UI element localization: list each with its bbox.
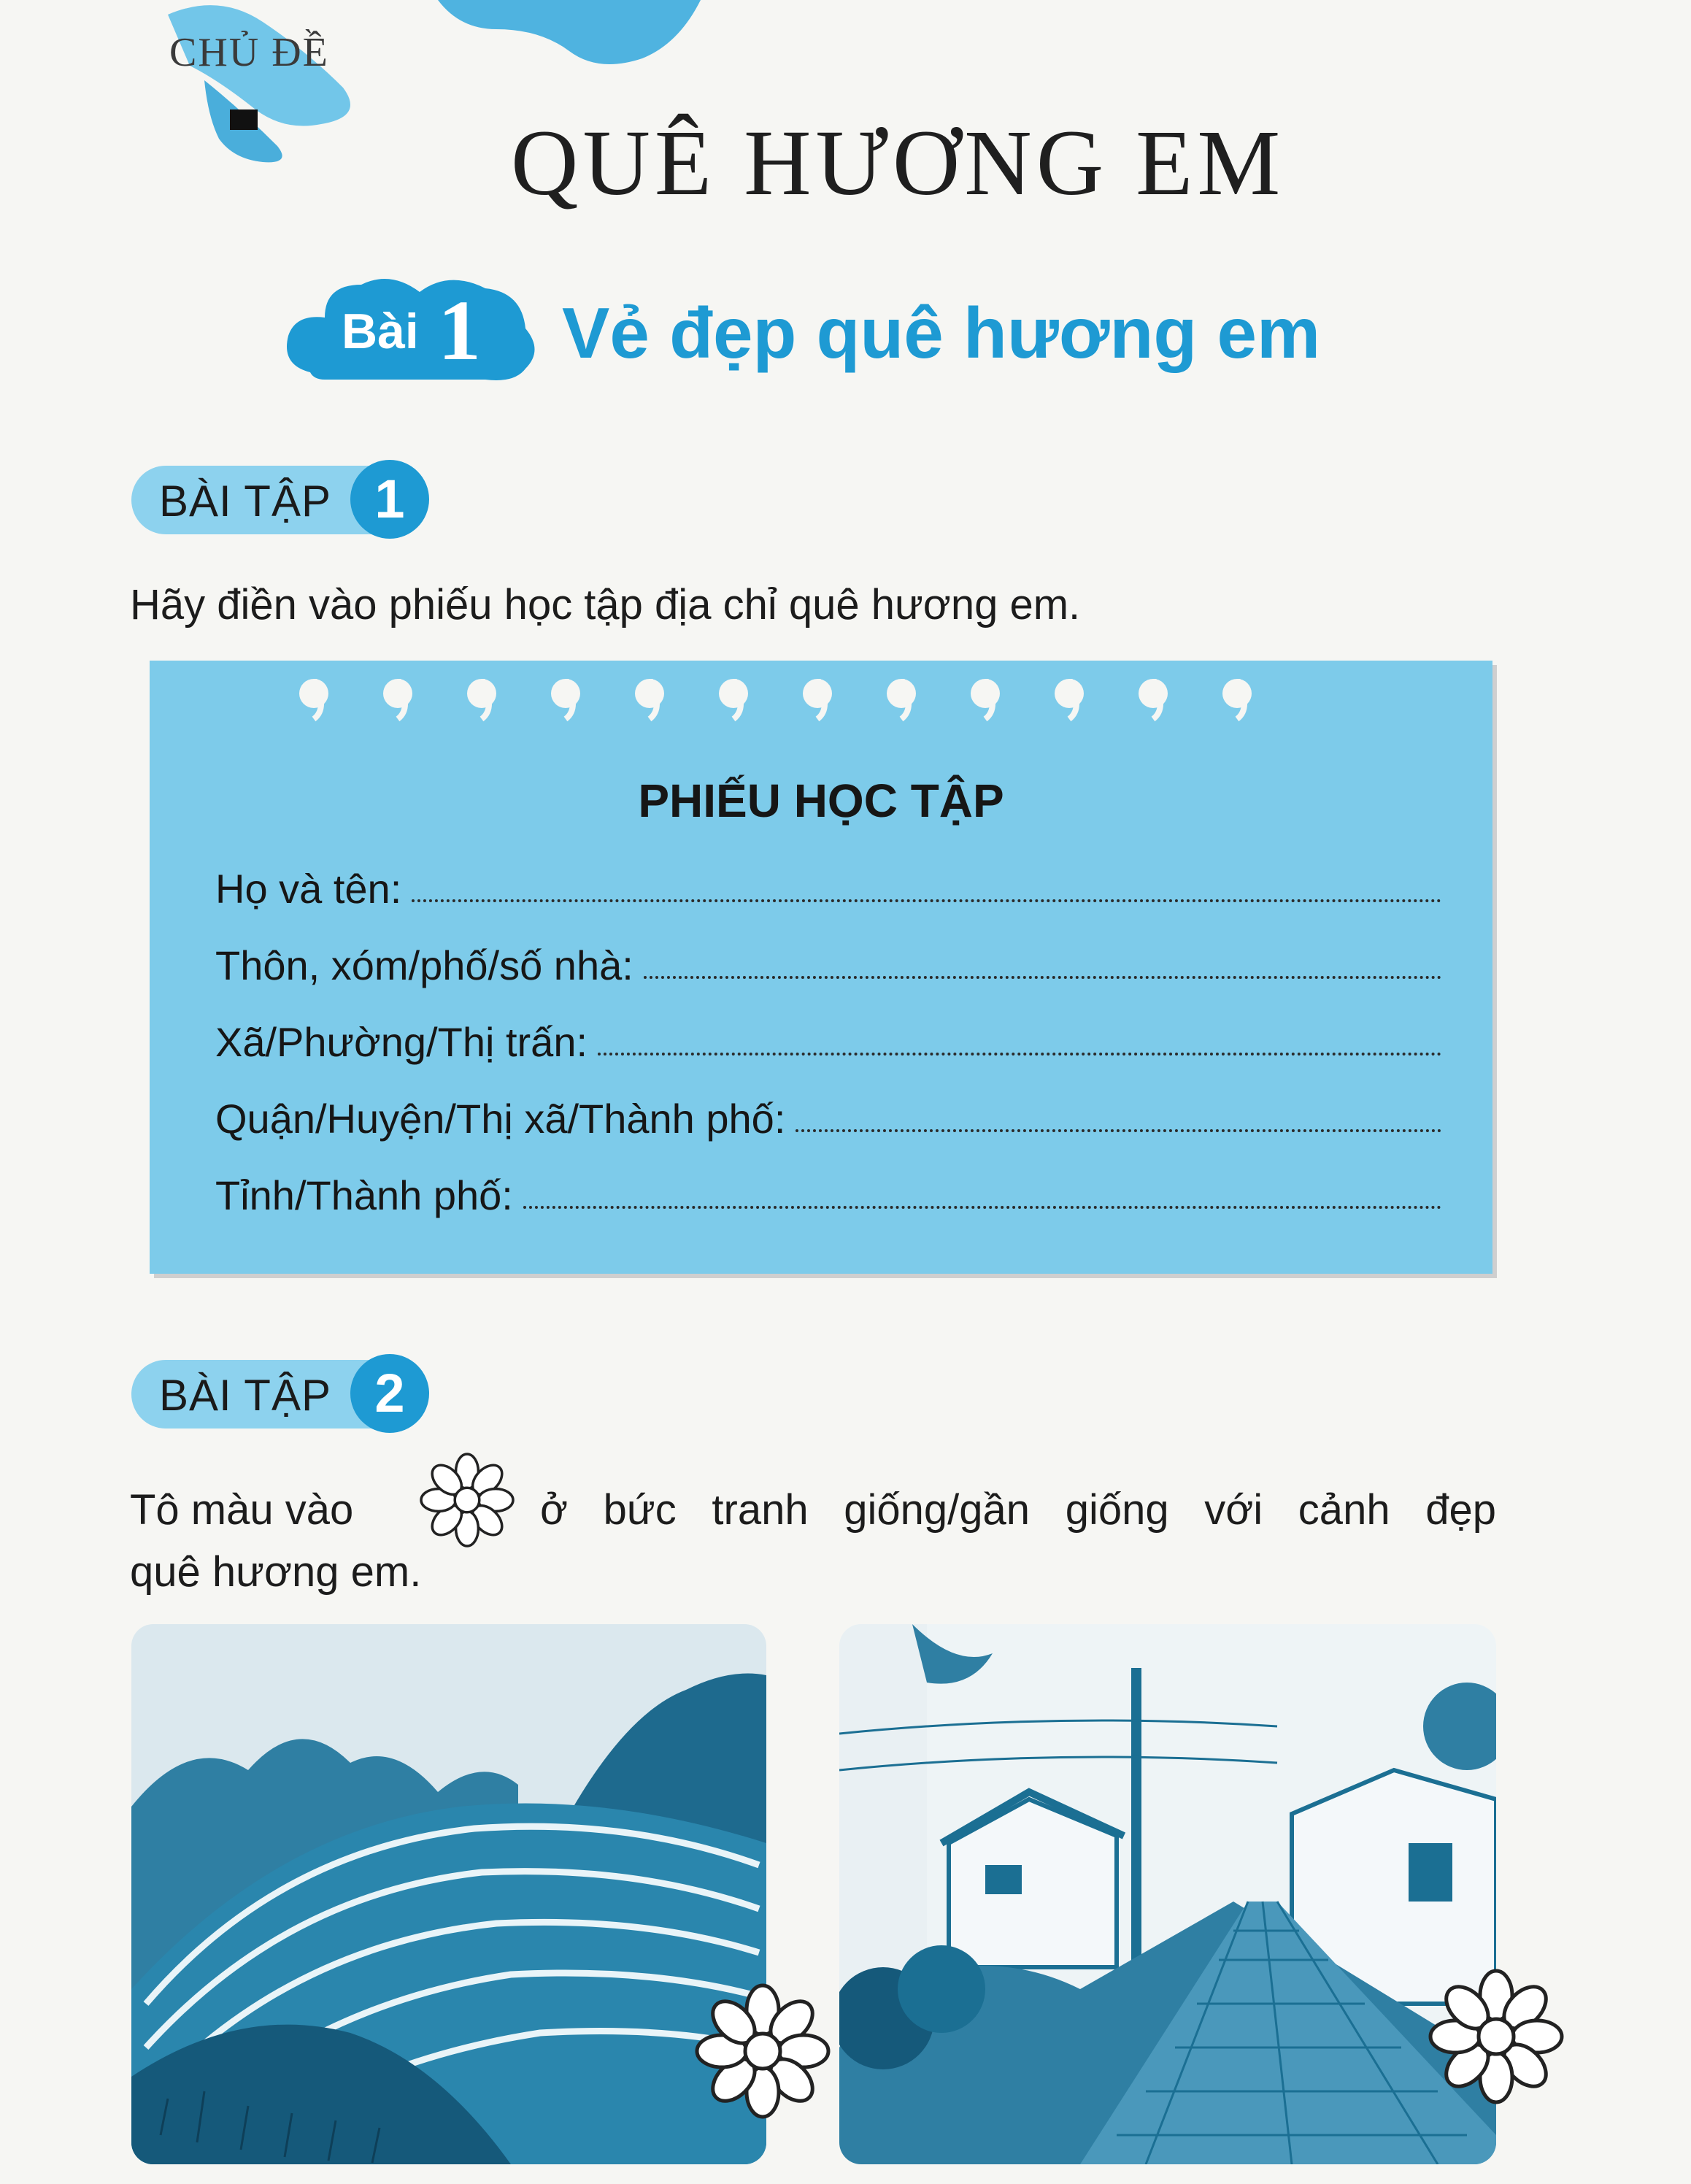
field-label: Họ và tên: [215, 866, 402, 912]
fill-in-line[interactable] [523, 1206, 1441, 1209]
exercise-1-header [131, 460, 438, 539]
exercise-1-instruction: Hãy điền vào phiếu học tập địa chỉ quê hương em. [130, 581, 1081, 628]
field-full-name[interactable] [215, 854, 1441, 912]
field-commune-ward[interactable] [215, 1007, 1441, 1066]
flower-icon[interactable] [1423, 1964, 1569, 2110]
worksheet-holes [292, 679, 1314, 723]
field-label: Tỉnh/Thành phố: [215, 1172, 513, 1218]
fill-in-line[interactable] [644, 976, 1441, 979]
lesson-number: 1 [438, 282, 481, 378]
lesson-word: Bài [342, 304, 419, 359]
field-province[interactable] [215, 1161, 1441, 1219]
fill-in-line[interactable] [796, 1129, 1441, 1132]
flower-icon [412, 1449, 522, 1551]
fill-in-line[interactable] [598, 1053, 1441, 1056]
field-label: Thôn, xóm/phố/số nhà: [215, 942, 633, 988]
fill-in-line[interactable] [412, 899, 1441, 902]
terraced-fields-picture[interactable] [131, 1624, 766, 2164]
lesson-title: Vẻ đẹp quê hương em [562, 293, 1321, 373]
exercise-2-instruction-line2: quê hương em. [130, 1548, 422, 1596]
flower-icon[interactable] [690, 1978, 836, 2124]
field-hamlet-street[interactable] [215, 931, 1441, 989]
field-district[interactable] [215, 1084, 1441, 1142]
topic-label: CHỦ ĐỀ [169, 30, 329, 75]
topic-title: QUÊ HƯƠNG EM [511, 111, 1285, 215]
exercise-number: 1 [350, 460, 429, 539]
worksheet-title: PHIẾU HỌC TẬP [638, 774, 1004, 827]
exercise-2-instruction-part2: ở bức tranh giống/gần giống với cảnh đẹp [540, 1486, 1496, 1534]
exercise-2-instruction-part1: Tô màu vào [130, 1486, 354, 1534]
exercise-2-header [131, 1354, 438, 1433]
field-label: Xã/Phường/Thị trấn: [215, 1019, 588, 1065]
exercise-label: BÀI TẬP [159, 1371, 331, 1420]
field-label: Quận/Huyện/Thị xã/Thành phố: [215, 1096, 786, 1142]
village-street-picture[interactable] [839, 1624, 1496, 2164]
exercise-number: 2 [350, 1354, 429, 1433]
exercise-label: BÀI TẬP [159, 477, 331, 526]
